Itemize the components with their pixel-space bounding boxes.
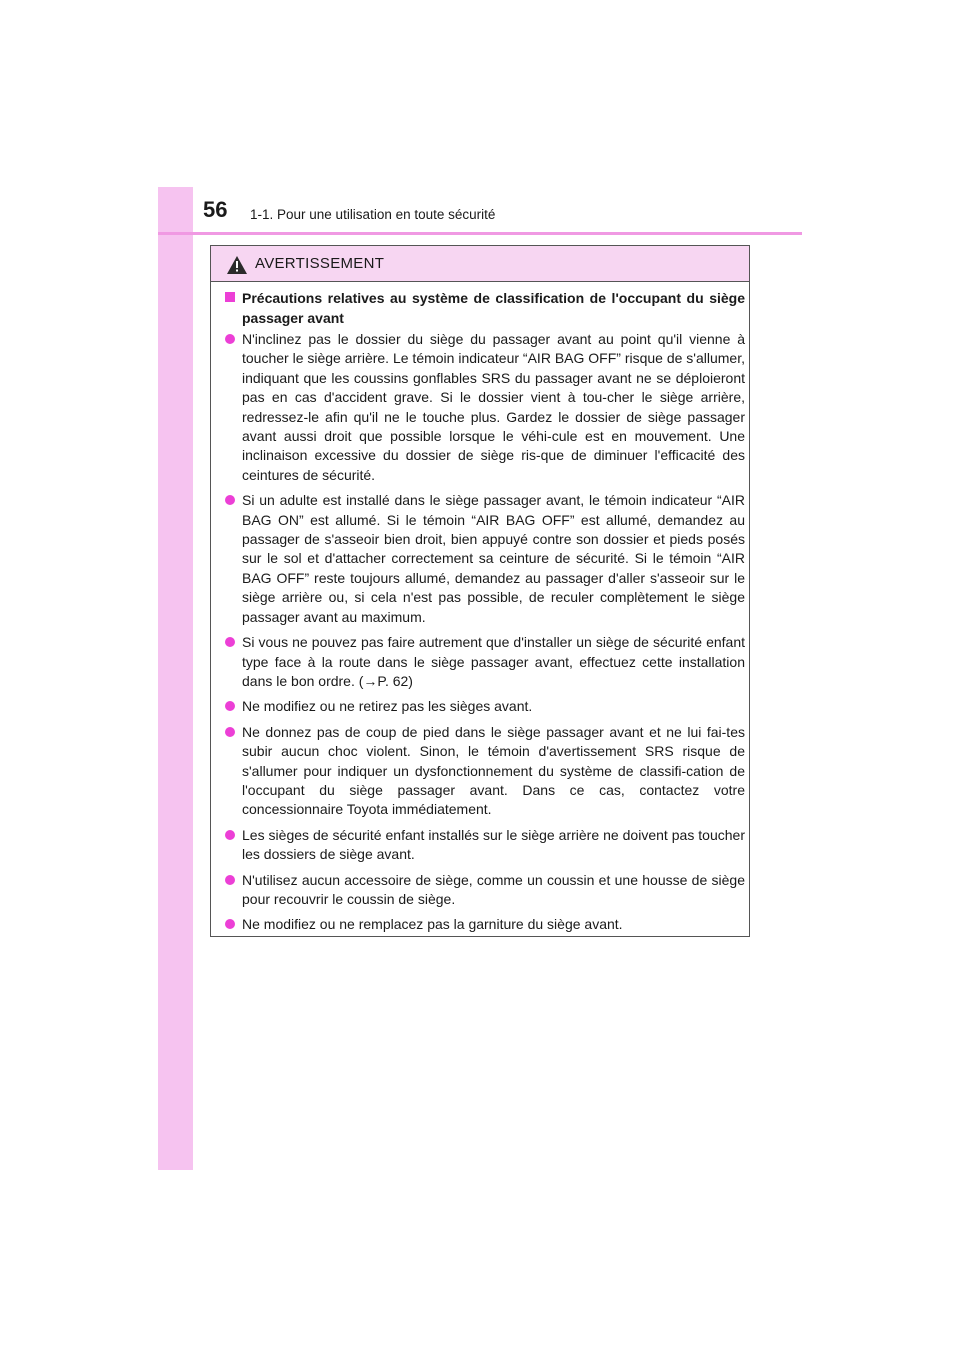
chapter-title: 1-1. Pour une utilisation en toute sécurité [250,207,496,222]
bullet-icon [225,495,235,505]
list-item [225,826,745,865]
warning-title: AVERTISSEMENT [255,255,385,272]
list-item-text: Ne donnez pas de coup de pied dans le siège passager avant et ne lui fai-tes subir aucun choc violent. Sinon, le témoin d'avertissement SRS risque de s'allumer pour indiquer un dysfonctionnement du système de classifi-cation de l'occupant du siège passager avant. Dans ce cas, contactez votre concessionnaire Toyota immédiatement. [242,723,745,818]
list-item [225,871,745,910]
warning-box [210,245,750,937]
bullet-icon [225,637,235,647]
list-item-text: N'inclinez pas le dossier du siège du passager avant au point qu'il vienne à toucher le siège arrière. Le témoin indicateur “AIR BAG OFF” risque de s'allumer, indiquant que les coussins gonflables SRS du passager avant ne se déploieront pas en cas d'accident grave. Si le dossier vient à tou-cher le siège arrière, redressez-le afin qu'il ne le touche plus. Gardez le dossier de siège passager avant aussi droit que possible lorsque le véhi-cule est en mouvement. Une inclinaison excessive du dossier de siège ris-que de diminuer l'efficacité des ceintures de sécurité. [242,331,745,483]
list-item-text: N'utilisez aucun accessoire de siège, comme un coussin et une housse de siège pour recouvrir le coussin de siège. [242,871,745,907]
bullet-icon [225,875,235,885]
bullet-icon [225,334,235,344]
list-item [225,330,745,485]
list-item-text: Ne modifiez ou ne remplacez pas la garniture du siège avant. [242,916,623,933]
bullet-icon [225,919,235,929]
page-number: 56 [203,197,228,222]
list-item-text: Ne modifiez ou ne retirez pas les sièges avant. [242,698,533,715]
bullet-icon [225,830,235,840]
list-item [225,723,745,820]
section-heading-text: Précautions relatives au système de classification de l'occupant du siège passager avant [242,290,745,326]
warning-header [211,246,749,282]
list-item-text: Si un adulte est installé dans le siège passager avant, le témoin indicateur “AIR BAG ON” est allumé. Si le témoin “AIR BAG OFF” est allumé, demandez au passager de s'asseoir bien droit, bien appuyé contre son dossier et pieds posés sur le sol et d'attacher correctement sa ceinture de sécurité. Si le témoin “AIR BAG OFF” reste toujours allumé, demandez au passager d'aller s'asseoir sur le siège arrière ou, si cela n'est pas possible, de reculer complètement le siège passager avant au maximum. [242,492,745,625]
list-item [225,491,745,627]
bullet-icon [225,701,235,711]
warning-items [225,330,745,941]
list-item-text: Si vous ne pouvez pas faire autrement que d'installer un siège de sécurité enfant type face à la route dans le siège passager avant, effectuez cette installation dans le bon ordre. (→P. 62) [242,634,745,689]
square-bullet-icon [225,292,235,302]
side-tab-band [158,187,193,1170]
list-item-text: Les sièges de sécurité enfant installés sur le siège arrière ne doivent pas toucher les dossiers de siège avant. [242,826,745,863]
section-heading [225,288,745,328]
warning-triangle-icon [227,256,247,274]
list-item [225,915,745,934]
header-divider [158,232,802,235]
bullet-icon [225,727,235,737]
list-item [225,633,745,691]
list-item [225,697,745,716]
